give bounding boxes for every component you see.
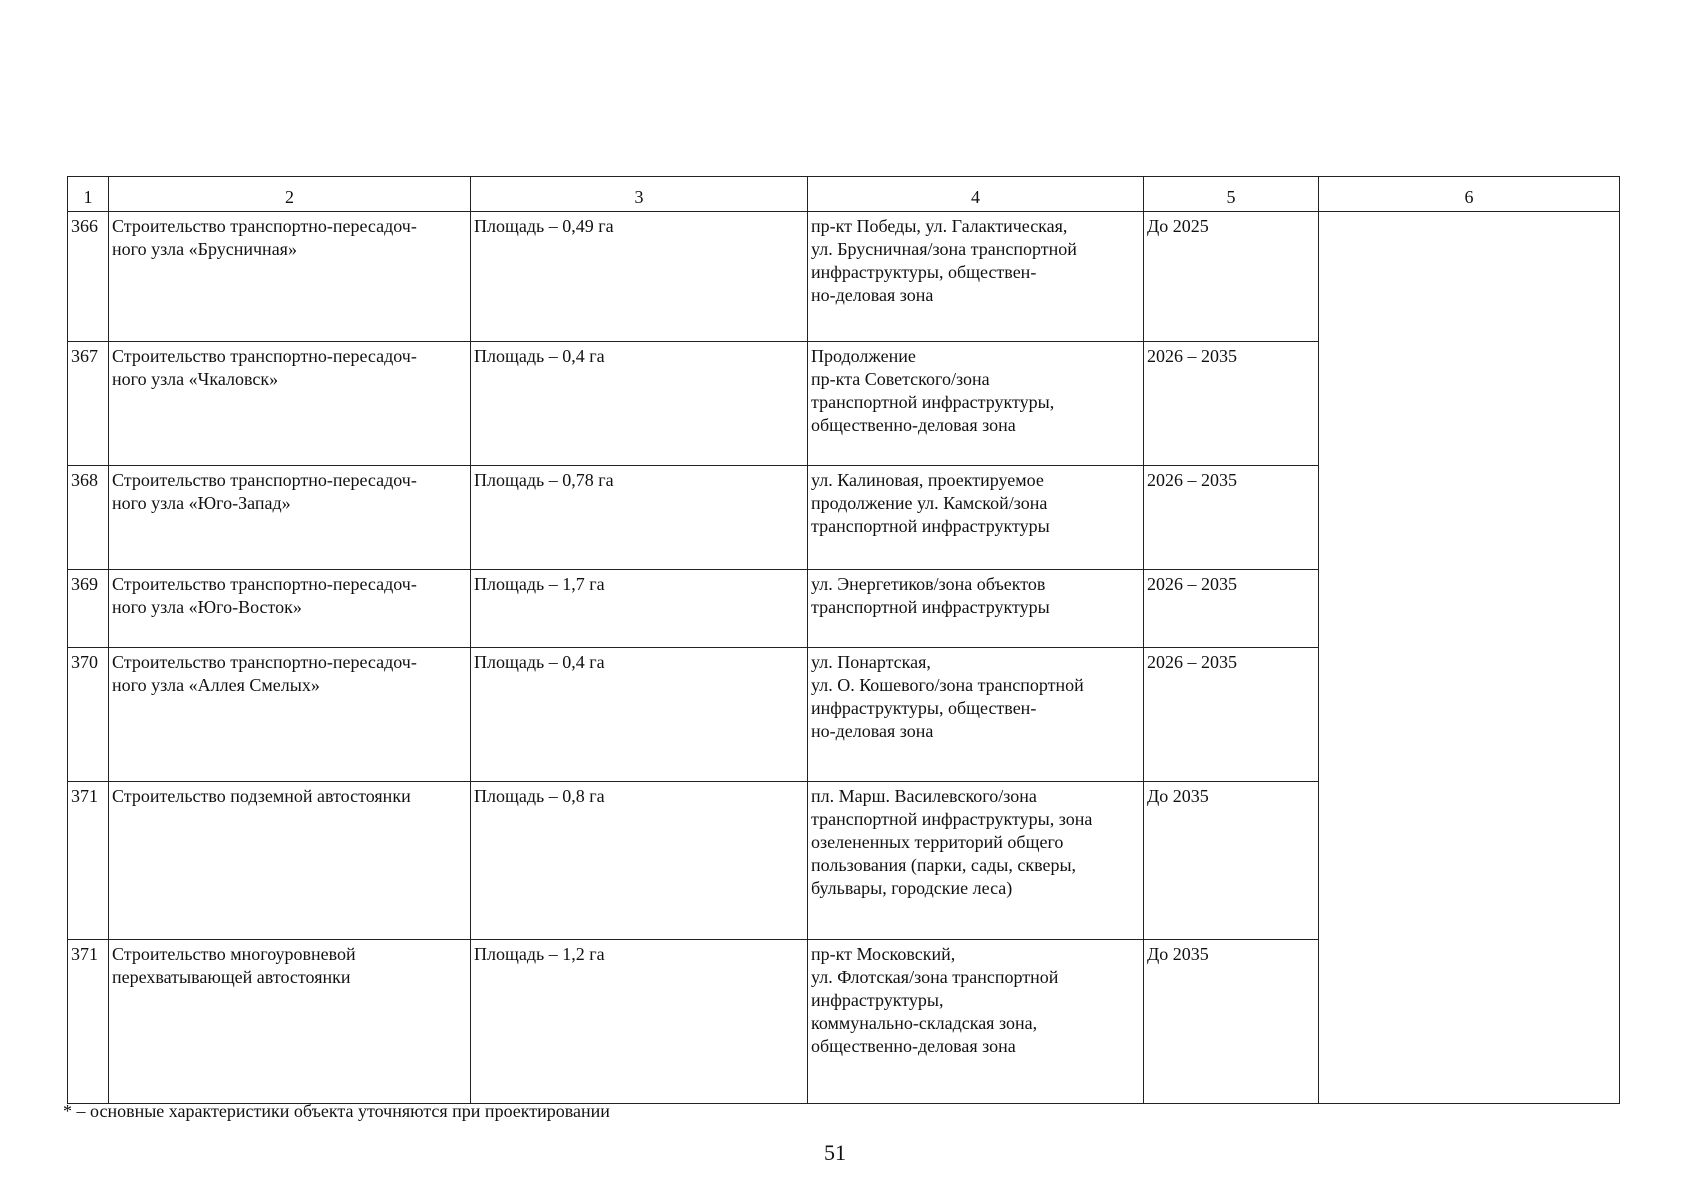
object-parameters: Площадь – 1,7 га: [471, 570, 808, 648]
row-number: 368: [68, 466, 109, 570]
column-header-3: 3: [471, 177, 808, 212]
object-parameters: Площадь – 0,4 га: [471, 648, 808, 782]
object-location: пл. Марш. Василевского/зона транспортной инфраструктуры, зона озелененных территорий общего пользования (парки, сады, скверы, бульвары, городские леса): [808, 782, 1144, 940]
implementation-period: До 2035: [1144, 782, 1319, 940]
object-location: ул. Понартская, ул. О. Кошевого/зона транспортной инфраструктуры, обществен- но-деловая зона: [808, 648, 1144, 782]
object-name: Строительство транспортно-пересадоч- ного узла «Аллея Смелых»: [109, 648, 471, 782]
object-parameters: Площадь – 0,78 га: [471, 466, 808, 570]
column-6-cell: [1319, 212, 1620, 1104]
object-name: Строительство транспортно-пересадоч- ного узла «Брусничная»: [109, 212, 471, 342]
implementation-period: 2026 – 2035: [1144, 342, 1319, 466]
object-location: пр-кт Победы, ул. Галактическая, ул. Брусничная/зона транспортной инфраструктуры, обществен- но-деловая зона: [808, 212, 1144, 342]
object-parameters: Площадь – 0,8 га: [471, 782, 808, 940]
object-name: Строительство многоуровневой перехватывающей автостоянки: [109, 940, 471, 1104]
row-number: 371: [68, 940, 109, 1104]
row-number: 366: [68, 212, 109, 342]
object-location: пр-кт Московский, ул. Флотская/зона транспортной инфраструктуры, коммунально-складская зона, общественно-деловая зона: [808, 940, 1144, 1104]
object-location: Продолжение пр-кта Советского/зона транспортной инфраструктуры, общественно-деловая зона: [808, 342, 1144, 466]
object-parameters: Площадь – 1,2 га: [471, 940, 808, 1104]
column-header-4: 4: [808, 177, 1144, 212]
object-parameters: Площадь – 0,4 га: [471, 342, 808, 466]
column-header-2: 2: [109, 177, 471, 212]
object-name: Строительство транспортно-пересадоч- ного узла «Юго-Восток»: [109, 570, 471, 648]
row-number: 370: [68, 648, 109, 782]
column-header-1: 1: [68, 177, 109, 212]
object-location: ул. Калиновая, проектируемое продолжение ул. Камской/зона транспортной инфраструктуры: [808, 466, 1144, 570]
page-number: 51: [824, 1140, 846, 1165]
implementation-period: 2026 – 2035: [1144, 570, 1319, 648]
object-name: Строительство транспортно-пересадоч- ного узла «Чкаловск»: [109, 342, 471, 466]
object-name: Строительство транспортно-пересадоч- ного узла «Юго-Запад»: [109, 466, 471, 570]
object-location: ул. Энергетиков/зона объектов транспортной инфраструктуры: [808, 570, 1144, 648]
implementation-period: До 2035: [1144, 940, 1319, 1104]
footnote: * – основные характеристики объекта уточняются при проектировании: [63, 1101, 610, 1121]
implementation-period: 2026 – 2035: [1144, 466, 1319, 570]
row-number: 371: [68, 782, 109, 940]
object-name: Строительство подземной автостоянки: [109, 782, 471, 940]
planned-objects-table: [67, 176, 1620, 1104]
implementation-period: До 2025: [1144, 212, 1319, 342]
column-header-6: 6: [1319, 177, 1620, 212]
object-parameters: Площадь – 0,49 га: [471, 212, 808, 342]
implementation-period: 2026 – 2035: [1144, 648, 1319, 782]
column-header-5: 5: [1144, 177, 1319, 212]
table-row: [68, 212, 1620, 342]
row-number: 369: [68, 570, 109, 648]
row-number: 367: [68, 342, 109, 466]
table-header-row: [68, 177, 1620, 212]
